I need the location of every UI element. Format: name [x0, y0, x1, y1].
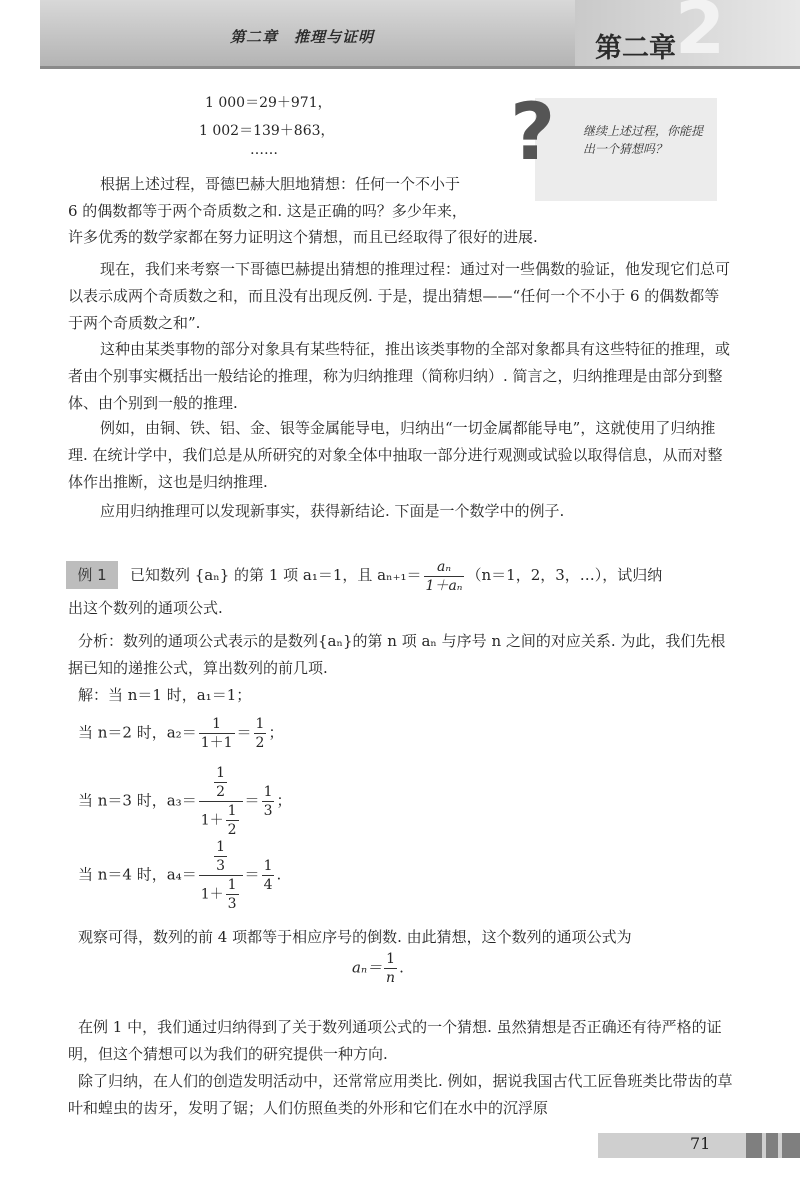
question-mark-icon: ?	[510, 88, 556, 178]
paragraph-induction-examples: 例如，由铜、铁、铝、金、银等金属能导电，归纳出“一切金属都能导电”，这就使用了归纳推理. 在统计学中，我们总是从所研究的对象全体中抽取一部分进行观测或试验以取得信息，从而对整体作出推断，这也是归纳推理.	[68, 419, 723, 491]
solution-step-1: 解：当 n＝1 时，a₁＝1；	[78, 686, 252, 704]
fraction	[424, 558, 465, 595]
chapter-tab	[575, 0, 800, 70]
fraction-denominator: 2	[216, 784, 226, 800]
step-end: ；	[276, 791, 292, 810]
chapter-number-watermark: 2	[675, 0, 726, 70]
step-end: ；	[268, 723, 284, 742]
fraction-denominator	[199, 802, 243, 839]
solution-step-3	[78, 764, 292, 839]
fraction-numerator: 1	[216, 839, 226, 855]
fraction	[214, 764, 227, 801]
denominator-prefix: 1＋	[200, 812, 224, 829]
complex-fraction	[199, 764, 243, 839]
step-prefix: 当 n＝3 时，a₃＝	[78, 791, 197, 810]
fraction	[262, 857, 275, 894]
fraction-numerator	[199, 838, 243, 876]
fraction-denominator: 2	[227, 822, 237, 838]
paragraph-line: 许多优秀的数学家都在努力证明这个猜想，而且已经取得了很好的进展.	[68, 228, 538, 246]
fraction-denominator: 1＋aₙ	[425, 577, 463, 594]
fraction-denominator: 1＋1	[200, 735, 233, 751]
footer-block	[746, 1133, 762, 1158]
chapter-label: 第二章	[595, 33, 676, 64]
calc-ellipsis: ……	[250, 142, 278, 158]
fraction	[226, 876, 239, 913]
example-text: （n＝1，2，3，…），试归纳	[466, 566, 663, 584]
fraction	[262, 783, 275, 820]
paragraph-application: 应用归纳推理可以发现新事实，获得新结论. 下面是一个数学中的例子.	[100, 502, 565, 520]
fraction-denominator: 3	[216, 858, 226, 874]
page-header	[40, 0, 800, 69]
paragraph-line: 根据上述过程，哥德巴赫大胆地猜想：任何一个不小于	[100, 175, 461, 193]
fraction-denominator: 2	[255, 735, 265, 751]
equals-sign: ＝	[244, 865, 260, 884]
fraction	[254, 715, 267, 752]
fraction-denominator: 3	[227, 896, 237, 912]
equals-sign: ＝	[244, 791, 260, 810]
paragraph-line: 6 的偶数都等于两个奇质数之和. 这是正确的吗？多少年来，	[68, 202, 467, 220]
fraction-numerator	[199, 764, 243, 802]
fraction-numerator: 1	[255, 716, 265, 732]
fraction-denominator: 3	[263, 803, 273, 819]
fraction-denominator	[199, 876, 243, 913]
think-sidebar	[510, 88, 717, 201]
paragraph-induction-definition: 这种由某类事物的部分对象具有某些特征，推出该类事物的全部对象都具有这些特征的推理，或者由个别事实概括出一般结论的推理，称为归纳推理（简称归纳）. 简言之，归纳推理是由部分到整体、由个别到一般的推理.	[68, 340, 731, 412]
fraction-denominator: n	[386, 970, 396, 986]
example-statement	[130, 556, 662, 595]
formula-end: .	[399, 958, 404, 977]
fraction	[226, 802, 239, 839]
step-prefix: 当 n＝2 时，a₂＝	[78, 723, 197, 742]
calc-line: 1 002＝139＋863，	[199, 123, 335, 139]
paragraph-analogy: 除了归纳，在人们的创造发明活动中，还常常应用类比. 例如，据说我国古代工匠鲁班类比带齿的草叶和蝗虫的齿牙，发明了锯；人们仿照鱼类的外形和它们在水中的沉浮原	[68, 1072, 733, 1117]
example-text: 已知数列 {aₙ} 的第 1 项 a₁＝1，且 aₙ₊₁＝	[130, 566, 422, 584]
general-term-formula	[352, 950, 404, 987]
paragraph-conjecture-note: 在例 1 中，我们通过归纳得到了关于数列通项公式的一个猜想. 虽然猜想是否正确还有待严格的证明，但这个猜想可以为我们的研究提供一种方向.	[68, 1018, 722, 1063]
formula-lhs: aₙ＝	[352, 958, 383, 977]
page-number: 71	[690, 1134, 711, 1153]
fraction-numerator: 1	[199, 715, 235, 734]
fraction-denominator: 4	[263, 877, 273, 893]
calc-line: 1 000＝29＋971，	[205, 95, 332, 111]
fraction	[214, 838, 227, 875]
fraction-numerator: aₙ	[424, 558, 465, 577]
step-end: .	[276, 865, 282, 884]
fraction	[384, 950, 397, 987]
fraction-numerator: 1	[263, 858, 273, 874]
denominator-prefix: 1＋	[200, 886, 224, 903]
fraction-numerator: 1	[263, 784, 273, 800]
solution-step-2	[78, 715, 283, 752]
footer-block	[766, 1133, 778, 1158]
fraction	[199, 715, 235, 752]
fraction-numerator: 1	[227, 803, 237, 819]
think-text: 继续上述过程，你能提出一个猜想吗？	[583, 124, 704, 156]
solution-step-4	[78, 838, 281, 913]
equals-sign: ＝	[236, 723, 252, 742]
paragraph-induction-process: 现在，我们来考察一下哥德巴赫提出猜想的推理过程：通过对一些偶数的验证，他发现它们总可以表示成两个奇质数之和，而且没有出现反例. 于是，提出猜想——“任何一个不小于 6 的偶数都等于两个奇质数之和”.	[68, 260, 731, 332]
fraction-numerator: 1	[216, 765, 226, 781]
fraction-numerator: 1	[384, 950, 397, 969]
complex-fraction	[199, 838, 243, 913]
footer-block	[782, 1133, 800, 1158]
example-line: 出这个数列的通项公式.	[68, 599, 223, 617]
observation-paragraph: 观察可得，数列的前 4 项都等于相应序号的倒数. 由此猜想，这个数列的通项公式为	[78, 928, 632, 946]
analysis-paragraph: 分析：数列的通项公式表示的是数列{aₙ}的第 n 项 aₙ 与序号 n 之间的对应关系. 为此，我们先根据已知的递推公式，算出数列的前几项.	[68, 632, 726, 677]
example-tag: 例 1	[66, 561, 118, 589]
fraction-numerator: 1	[227, 877, 237, 893]
running-header-title: 第二章 推理与证明	[230, 28, 375, 46]
step-prefix: 当 n＝4 时，a₄＝	[78, 865, 197, 884]
